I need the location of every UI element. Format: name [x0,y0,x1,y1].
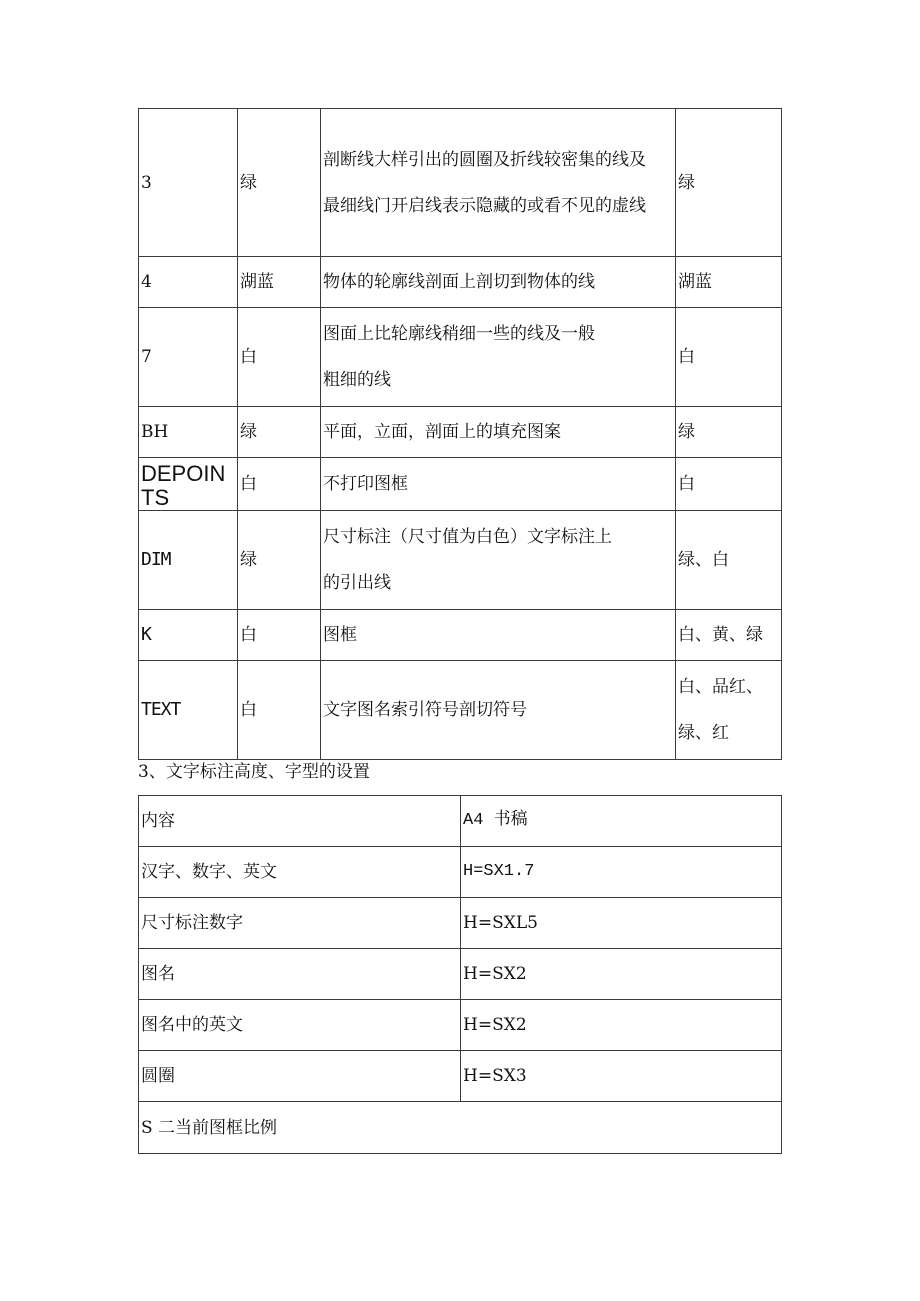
layer-cell: DEPOINTS [139,458,238,511]
layer-cell: DIM [139,511,238,610]
print-color-cell: 绿、白 [676,511,782,610]
color-cell: 白 [238,610,321,661]
table-row [139,1000,782,1051]
table-row [139,407,782,458]
item-cell: 尺寸标注数字 [139,898,461,949]
table-row [139,949,782,1000]
description-cell: 文字图名索引符号剖切符号 [321,661,676,760]
table-row [139,257,782,308]
print-color-cell: 白 [676,458,782,511]
header-content: 内容 [139,796,461,847]
layer-cell: 4 [139,257,238,308]
table-row [139,511,782,610]
print-color-cell: 湖蓝 [676,257,782,308]
description-cell: 图框 [321,610,676,661]
print-color-cell: 白、黄、绿 [676,610,782,661]
table-header-row [139,796,782,847]
color-cell: 绿 [238,109,321,257]
value-cell: H=SXL5 [461,898,782,949]
description-cell: 尺寸标注（尺寸值为白色）文字标注上 的引出线 [321,511,676,610]
print-color-cell: 绿 [676,407,782,458]
print-color-cell: 白、品红、 绿、红 [676,661,782,760]
header-a4: A4 书稿 [461,796,782,847]
text-height-table [138,795,782,1154]
description-cell: 图面上比轮廓线稍细一些的线及一般 粗细的线 [321,308,676,407]
layer-cell: BH [139,407,238,458]
value-cell: H=SX2 [461,949,782,1000]
print-color-cell: 白 [676,308,782,407]
description-cell: 不打印图框 [321,458,676,511]
item-cell: 图名 [139,949,461,1000]
color-cell: 白 [238,458,321,511]
table-row [139,661,782,760]
color-cell: 绿 [238,407,321,458]
value-cell: H=SX3 [461,1051,782,1102]
table-row [139,610,782,661]
table-row [139,847,782,898]
section-heading: 3、文字标注高度、字型的设置 [138,762,370,782]
table-row [139,458,782,511]
layer-cell: 3 [139,109,238,257]
layer-cell: K [139,610,238,661]
description-cell: 物体的轮廓线剖面上剖切到物体的线 [321,257,676,308]
layer-color-table [138,108,782,760]
layer-cell: TEXT [139,661,238,760]
table-row [139,308,782,407]
footnote-cell: S 二当前图框比例 [139,1102,782,1154]
layer-cell: 7 [139,308,238,407]
print-color-cell: 绿 [676,109,782,257]
value-cell: H=SX2 [461,1000,782,1051]
value-cell: H=SX1.7 [461,847,782,898]
color-cell: 白 [238,308,321,407]
color-cell: 白 [238,661,321,760]
table-row [139,898,782,949]
item-cell: 图名中的英文 [139,1000,461,1051]
description-cell: 平面，立面，剖面上的填充图案 [321,407,676,458]
table-row [139,1051,782,1102]
item-cell: 汉字、数字、英文 [139,847,461,898]
table-row [139,109,782,257]
color-cell: 湖蓝 [238,257,321,308]
color-cell: 绿 [238,511,321,610]
description-cell: 剖断线大样引出的圆圈及折线较密集的线及 最细线门开启线表示隐藏的或看不见的虚线 [321,109,676,257]
table-row [139,1102,782,1154]
item-cell: 圆圈 [139,1051,461,1102]
